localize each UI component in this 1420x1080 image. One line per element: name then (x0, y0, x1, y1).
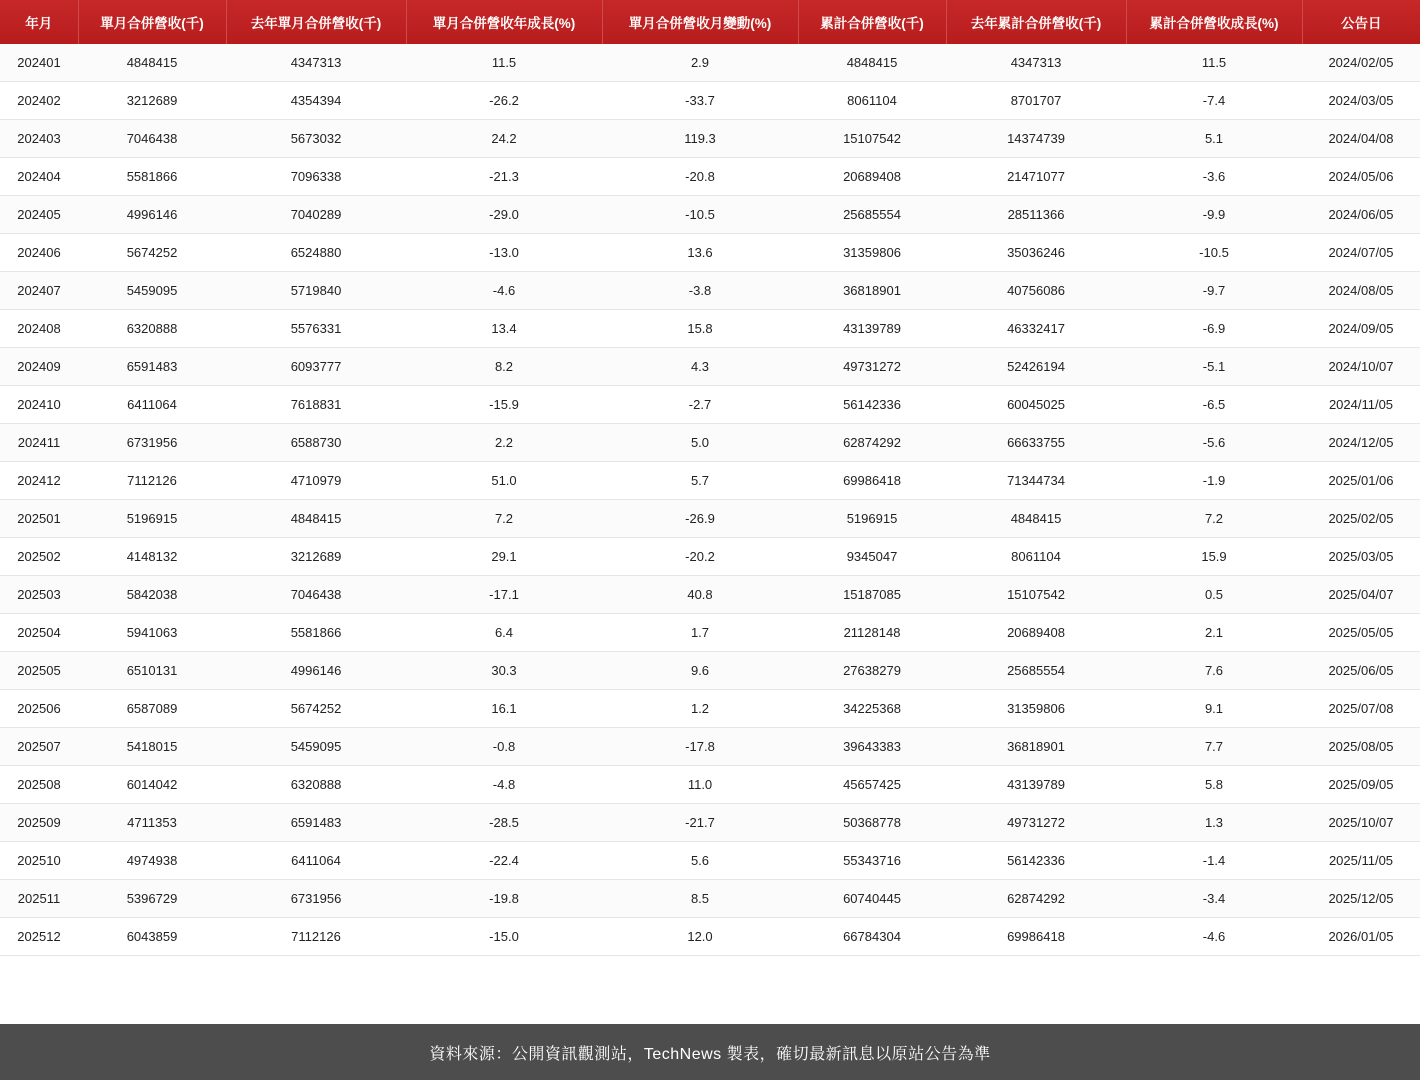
cell-cumulative-revenue: 4848415 (798, 44, 946, 82)
cell-announce-date: 2024/03/05 (1302, 82, 1420, 120)
cell-last-year-cumulative-revenue: 52426194 (946, 348, 1126, 386)
cell-monthly-mom-change: 40.8 (602, 576, 798, 614)
cell-announce-date: 2024/05/06 (1302, 158, 1420, 196)
cell-last-year-cumulative-revenue: 20689408 (946, 614, 1126, 652)
cell-year-month: 202507 (0, 728, 78, 766)
cell-last-year-cumulative-revenue: 49731272 (946, 804, 1126, 842)
cell-cumulative-revenue: 49731272 (798, 348, 946, 386)
cell-cumulative-revenue: 45657425 (798, 766, 946, 804)
cell-year-month: 202406 (0, 234, 78, 272)
cell-last-year-monthly-revenue: 6411064 (226, 842, 406, 880)
cell-announce-date: 2025/02/05 (1302, 500, 1420, 538)
cell-year-month: 202505 (0, 652, 78, 690)
cell-last-year-cumulative-revenue: 8061104 (946, 538, 1126, 576)
cell-cumulative-growth: -5.6 (1126, 424, 1302, 462)
column-header-cumulative-revenue[interactable]: 累計合併營收(千) (798, 0, 946, 44)
table-row (0, 196, 1420, 234)
cell-last-year-monthly-revenue: 6524880 (226, 234, 406, 272)
cell-monthly-mom-change: 1.2 (602, 690, 798, 728)
table-row (0, 348, 1420, 386)
cell-monthly-mom-change: -20.8 (602, 158, 798, 196)
cell-announce-date: 2025/10/07 (1302, 804, 1420, 842)
cell-last-year-monthly-revenue: 7046438 (226, 576, 406, 614)
cell-monthly-revenue: 5418015 (78, 728, 226, 766)
cell-announce-date: 2024/11/05 (1302, 386, 1420, 424)
cell-last-year-monthly-revenue: 7112126 (226, 918, 406, 956)
cell-last-year-cumulative-revenue: 35036246 (946, 234, 1126, 272)
cell-last-year-monthly-revenue: 3212689 (226, 538, 406, 576)
cell-monthly-mom-change: -26.9 (602, 500, 798, 538)
column-header-monthly-yoy-growth[interactable]: 單月合併營收年成長(%) (406, 0, 602, 44)
cell-monthly-revenue: 6320888 (78, 310, 226, 348)
cell-cumulative-growth: 15.9 (1126, 538, 1302, 576)
cell-monthly-revenue: 5196915 (78, 500, 226, 538)
column-header-monthly-mom-change[interactable]: 單月合併營收月變動(%) (602, 0, 798, 44)
cell-monthly-revenue: 6591483 (78, 348, 226, 386)
cell-cumulative-revenue: 20689408 (798, 158, 946, 196)
cell-monthly-revenue: 7046438 (78, 120, 226, 158)
cell-last-year-cumulative-revenue: 31359806 (946, 690, 1126, 728)
cell-monthly-mom-change: 4.3 (602, 348, 798, 386)
cell-monthly-mom-change: -17.8 (602, 728, 798, 766)
cell-monthly-yoy-growth: 11.5 (406, 44, 602, 82)
column-header-monthly-revenue[interactable]: 單月合併營收(千) (78, 0, 226, 44)
cell-cumulative-growth: -4.6 (1126, 918, 1302, 956)
cell-cumulative-growth: -5.1 (1126, 348, 1302, 386)
cell-monthly-yoy-growth: -4.6 (406, 272, 602, 310)
cell-announce-date: 2024/04/08 (1302, 120, 1420, 158)
column-header-last-year-cumulative-revenue[interactable]: 去年累計合併營收(千) (946, 0, 1126, 44)
cell-monthly-yoy-growth: 8.2 (406, 348, 602, 386)
cell-cumulative-growth: 0.5 (1126, 576, 1302, 614)
cell-year-month: 202408 (0, 310, 78, 348)
cell-last-year-cumulative-revenue: 46332417 (946, 310, 1126, 348)
cell-year-month: 202405 (0, 196, 78, 234)
cell-cumulative-revenue: 9345047 (798, 538, 946, 576)
cell-monthly-revenue: 6510131 (78, 652, 226, 690)
cell-monthly-revenue: 6411064 (78, 386, 226, 424)
cell-last-year-cumulative-revenue: 14374739 (946, 120, 1126, 158)
cell-cumulative-revenue: 15107542 (798, 120, 946, 158)
column-header-announce-date[interactable]: 公告日 (1302, 0, 1420, 44)
cell-last-year-cumulative-revenue: 66633755 (946, 424, 1126, 462)
cell-monthly-revenue: 4711353 (78, 804, 226, 842)
cell-monthly-yoy-growth: -29.0 (406, 196, 602, 234)
cell-year-month: 202401 (0, 44, 78, 82)
cell-monthly-yoy-growth: -13.0 (406, 234, 602, 272)
cell-monthly-yoy-growth: -4.8 (406, 766, 602, 804)
cell-last-year-cumulative-revenue: 43139789 (946, 766, 1126, 804)
table-row (0, 842, 1420, 880)
cell-cumulative-growth: -3.6 (1126, 158, 1302, 196)
cell-cumulative-growth: 2.1 (1126, 614, 1302, 652)
cell-last-year-monthly-revenue: 5673032 (226, 120, 406, 158)
cell-monthly-yoy-growth: 2.2 (406, 424, 602, 462)
cell-last-year-monthly-revenue: 6588730 (226, 424, 406, 462)
cell-monthly-mom-change: 13.6 (602, 234, 798, 272)
cell-monthly-yoy-growth: -17.1 (406, 576, 602, 614)
cell-year-month: 202502 (0, 538, 78, 576)
table-row (0, 690, 1420, 728)
cell-announce-date: 2024/02/05 (1302, 44, 1420, 82)
cell-monthly-yoy-growth: -0.8 (406, 728, 602, 766)
cell-year-month: 202510 (0, 842, 78, 880)
table-row (0, 234, 1420, 272)
cell-announce-date: 2026/01/05 (1302, 918, 1420, 956)
table-row (0, 652, 1420, 690)
cell-last-year-monthly-revenue: 7618831 (226, 386, 406, 424)
cell-cumulative-revenue: 56142336 (798, 386, 946, 424)
cell-monthly-yoy-growth: -22.4 (406, 842, 602, 880)
cell-year-month: 202409 (0, 348, 78, 386)
cell-year-month: 202501 (0, 500, 78, 538)
cell-monthly-yoy-growth: -15.9 (406, 386, 602, 424)
cell-monthly-mom-change: -21.7 (602, 804, 798, 842)
cell-year-month: 202509 (0, 804, 78, 842)
cell-monthly-yoy-growth: 24.2 (406, 120, 602, 158)
cell-cumulative-growth: -1.9 (1126, 462, 1302, 500)
cell-last-year-cumulative-revenue: 36818901 (946, 728, 1126, 766)
cell-year-month: 202403 (0, 120, 78, 158)
cell-announce-date: 2024/07/05 (1302, 234, 1420, 272)
cell-cumulative-growth: 7.7 (1126, 728, 1302, 766)
cell-last-year-cumulative-revenue: 8701707 (946, 82, 1126, 120)
cell-last-year-cumulative-revenue: 40756086 (946, 272, 1126, 310)
cell-cumulative-growth: -3.4 (1126, 880, 1302, 918)
cell-last-year-monthly-revenue: 7040289 (226, 196, 406, 234)
cell-last-year-monthly-revenue: 5576331 (226, 310, 406, 348)
cell-cumulative-revenue: 31359806 (798, 234, 946, 272)
cell-year-month: 202508 (0, 766, 78, 804)
cell-last-year-monthly-revenue: 4347313 (226, 44, 406, 82)
table-row (0, 766, 1420, 804)
cell-monthly-revenue: 7112126 (78, 462, 226, 500)
cell-monthly-mom-change: -33.7 (602, 82, 798, 120)
cell-monthly-mom-change: 5.0 (602, 424, 798, 462)
cell-monthly-revenue: 3212689 (78, 82, 226, 120)
cell-monthly-yoy-growth: -19.8 (406, 880, 602, 918)
cell-last-year-monthly-revenue: 4996146 (226, 652, 406, 690)
cell-monthly-revenue: 5581866 (78, 158, 226, 196)
cell-year-month: 202504 (0, 614, 78, 652)
cell-monthly-yoy-growth: 29.1 (406, 538, 602, 576)
cell-cumulative-revenue: 39643383 (798, 728, 946, 766)
table-row (0, 728, 1420, 766)
cell-last-year-cumulative-revenue: 25685554 (946, 652, 1126, 690)
cell-monthly-yoy-growth: -21.3 (406, 158, 602, 196)
cell-announce-date: 2024/06/05 (1302, 196, 1420, 234)
cell-cumulative-growth: 9.1 (1126, 690, 1302, 728)
cell-monthly-revenue: 4848415 (78, 44, 226, 82)
cell-year-month: 202511 (0, 880, 78, 918)
cell-cumulative-revenue: 66784304 (798, 918, 946, 956)
cell-monthly-mom-change: 5.6 (602, 842, 798, 880)
cell-cumulative-growth: -1.4 (1126, 842, 1302, 880)
cell-last-year-monthly-revenue: 5674252 (226, 690, 406, 728)
cell-last-year-cumulative-revenue: 28511366 (946, 196, 1126, 234)
cell-cumulative-revenue: 34225368 (798, 690, 946, 728)
cell-cumulative-growth: 11.5 (1126, 44, 1302, 82)
cell-monthly-yoy-growth: 6.4 (406, 614, 602, 652)
cell-cumulative-revenue: 27638279 (798, 652, 946, 690)
table-header (0, 0, 1420, 44)
cell-last-year-cumulative-revenue: 60045025 (946, 386, 1126, 424)
cell-last-year-monthly-revenue: 5459095 (226, 728, 406, 766)
table-row (0, 82, 1420, 120)
cell-monthly-mom-change: -10.5 (602, 196, 798, 234)
table-row (0, 576, 1420, 614)
cell-monthly-mom-change: 11.0 (602, 766, 798, 804)
cell-last-year-monthly-revenue: 6591483 (226, 804, 406, 842)
cell-cumulative-growth: -6.5 (1126, 386, 1302, 424)
cell-last-year-monthly-revenue: 5581866 (226, 614, 406, 652)
cell-monthly-yoy-growth: 30.3 (406, 652, 602, 690)
cell-monthly-mom-change: 2.9 (602, 44, 798, 82)
cell-cumulative-revenue: 8061104 (798, 82, 946, 120)
table-row (0, 272, 1420, 310)
cell-cumulative-growth: -10.5 (1126, 234, 1302, 272)
cell-year-month: 202412 (0, 462, 78, 500)
cell-last-year-cumulative-revenue: 15107542 (946, 576, 1126, 614)
cell-monthly-mom-change: 8.5 (602, 880, 798, 918)
cell-cumulative-growth: -7.4 (1126, 82, 1302, 120)
cell-monthly-revenue: 6587089 (78, 690, 226, 728)
cell-year-month: 202402 (0, 82, 78, 120)
cell-last-year-monthly-revenue: 6731956 (226, 880, 406, 918)
cell-year-month: 202506 (0, 690, 78, 728)
cell-announce-date: 2025/07/08 (1302, 690, 1420, 728)
cell-cumulative-revenue: 5196915 (798, 500, 946, 538)
cell-cumulative-revenue: 43139789 (798, 310, 946, 348)
cell-cumulative-revenue: 36818901 (798, 272, 946, 310)
cell-last-year-cumulative-revenue: 69986418 (946, 918, 1126, 956)
cell-monthly-yoy-growth: -26.2 (406, 82, 602, 120)
table-row (0, 158, 1420, 196)
cell-cumulative-revenue: 50368778 (798, 804, 946, 842)
cell-monthly-revenue: 4974938 (78, 842, 226, 880)
cell-cumulative-revenue: 69986418 (798, 462, 946, 500)
column-header-year-month[interactable]: 年月 (0, 0, 78, 44)
cell-last-year-cumulative-revenue: 4848415 (946, 500, 1126, 538)
cell-last-year-monthly-revenue: 6320888 (226, 766, 406, 804)
column-header-cumulative-growth[interactable]: 累計合併營收成長(%) (1126, 0, 1302, 44)
cell-announce-date: 2024/08/05 (1302, 272, 1420, 310)
table-row (0, 538, 1420, 576)
cell-year-month: 202512 (0, 918, 78, 956)
cell-monthly-revenue: 6014042 (78, 766, 226, 804)
cell-monthly-revenue: 5842038 (78, 576, 226, 614)
cell-cumulative-revenue: 62874292 (798, 424, 946, 462)
table-row (0, 500, 1420, 538)
cell-monthly-revenue: 5459095 (78, 272, 226, 310)
cell-monthly-mom-change: -20.2 (602, 538, 798, 576)
table-row (0, 804, 1420, 842)
cell-last-year-monthly-revenue: 5719840 (226, 272, 406, 310)
cell-last-year-monthly-revenue: 4354394 (226, 82, 406, 120)
table-row (0, 462, 1420, 500)
cell-last-year-cumulative-revenue: 4347313 (946, 44, 1126, 82)
cell-monthly-mom-change: 5.7 (602, 462, 798, 500)
cell-announce-date: 2025/04/07 (1302, 576, 1420, 614)
cell-monthly-mom-change: 9.6 (602, 652, 798, 690)
cell-year-month: 202410 (0, 386, 78, 424)
cell-cumulative-revenue: 60740445 (798, 880, 946, 918)
cell-monthly-mom-change: 119.3 (602, 120, 798, 158)
table-row (0, 310, 1420, 348)
cell-last-year-cumulative-revenue: 62874292 (946, 880, 1126, 918)
cell-last-year-monthly-revenue: 7096338 (226, 158, 406, 196)
cell-monthly-revenue: 5941063 (78, 614, 226, 652)
cell-cumulative-growth: 1.3 (1126, 804, 1302, 842)
cell-cumulative-revenue: 55343716 (798, 842, 946, 880)
table-row (0, 918, 1420, 956)
cell-cumulative-revenue: 21128148 (798, 614, 946, 652)
cell-cumulative-growth: -6.9 (1126, 310, 1302, 348)
cell-monthly-yoy-growth: 13.4 (406, 310, 602, 348)
table-row (0, 44, 1420, 82)
cell-last-year-monthly-revenue: 6093777 (226, 348, 406, 386)
cell-monthly-yoy-growth: -15.0 (406, 918, 602, 956)
table-header-row (0, 0, 1420, 44)
table-row (0, 880, 1420, 918)
table-row (0, 120, 1420, 158)
cell-monthly-revenue: 4996146 (78, 196, 226, 234)
cell-year-month: 202503 (0, 576, 78, 614)
cell-announce-date: 2024/10/07 (1302, 348, 1420, 386)
cell-monthly-yoy-growth: 51.0 (406, 462, 602, 500)
cell-monthly-yoy-growth: 7.2 (406, 500, 602, 538)
cell-cumulative-revenue: 25685554 (798, 196, 946, 234)
table-row (0, 424, 1420, 462)
cell-monthly-revenue: 6043859 (78, 918, 226, 956)
cell-cumulative-growth: 7.2 (1126, 500, 1302, 538)
table-row (0, 614, 1420, 652)
cell-announce-date: 2025/03/05 (1302, 538, 1420, 576)
cell-announce-date: 2025/12/05 (1302, 880, 1420, 918)
cell-monthly-mom-change: 12.0 (602, 918, 798, 956)
cell-monthly-revenue: 5396729 (78, 880, 226, 918)
cell-monthly-mom-change: -2.7 (602, 386, 798, 424)
cell-cumulative-revenue: 15187085 (798, 576, 946, 614)
table-row (0, 386, 1420, 424)
cell-monthly-mom-change: 1.7 (602, 614, 798, 652)
source-footer-text: 資料來源：公開資訊觀測站，TechNews 製表，確切最新訊息以原站公告為準 (429, 1045, 991, 1063)
cell-announce-date: 2024/12/05 (1302, 424, 1420, 462)
source-footer (0, 1024, 1420, 1080)
cell-year-month: 202404 (0, 158, 78, 196)
cell-announce-date: 2025/08/05 (1302, 728, 1420, 766)
cell-last-year-cumulative-revenue: 71344734 (946, 462, 1126, 500)
cell-year-month: 202411 (0, 424, 78, 462)
cell-last-year-cumulative-revenue: 56142336 (946, 842, 1126, 880)
column-header-last-year-monthly-revenue[interactable]: 去年單月合併營收(千) (226, 0, 406, 44)
cell-monthly-mom-change: 15.8 (602, 310, 798, 348)
cell-cumulative-growth: 5.1 (1126, 120, 1302, 158)
cell-announce-date: 2025/01/06 (1302, 462, 1420, 500)
cell-announce-date: 2025/09/05 (1302, 766, 1420, 804)
cell-last-year-monthly-revenue: 4710979 (226, 462, 406, 500)
cell-cumulative-growth: 7.6 (1126, 652, 1302, 690)
cell-last-year-monthly-revenue: 4848415 (226, 500, 406, 538)
cell-cumulative-growth: -9.9 (1126, 196, 1302, 234)
cell-last-year-cumulative-revenue: 21471077 (946, 158, 1126, 196)
cell-monthly-revenue: 5674252 (78, 234, 226, 272)
cell-monthly-mom-change: -3.8 (602, 272, 798, 310)
cell-year-month: 202407 (0, 272, 78, 310)
cell-announce-date: 2025/06/05 (1302, 652, 1420, 690)
cell-monthly-revenue: 4148132 (78, 538, 226, 576)
cell-announce-date: 2025/05/05 (1302, 614, 1420, 652)
table-body (0, 44, 1420, 956)
cell-monthly-yoy-growth: 16.1 (406, 690, 602, 728)
cell-cumulative-growth: 5.8 (1126, 766, 1302, 804)
cell-monthly-revenue: 6731956 (78, 424, 226, 462)
cell-announce-date: 2025/11/05 (1302, 842, 1420, 880)
cell-announce-date: 2024/09/05 (1302, 310, 1420, 348)
cell-monthly-yoy-growth: -28.5 (406, 804, 602, 842)
cell-cumulative-growth: -9.7 (1126, 272, 1302, 310)
